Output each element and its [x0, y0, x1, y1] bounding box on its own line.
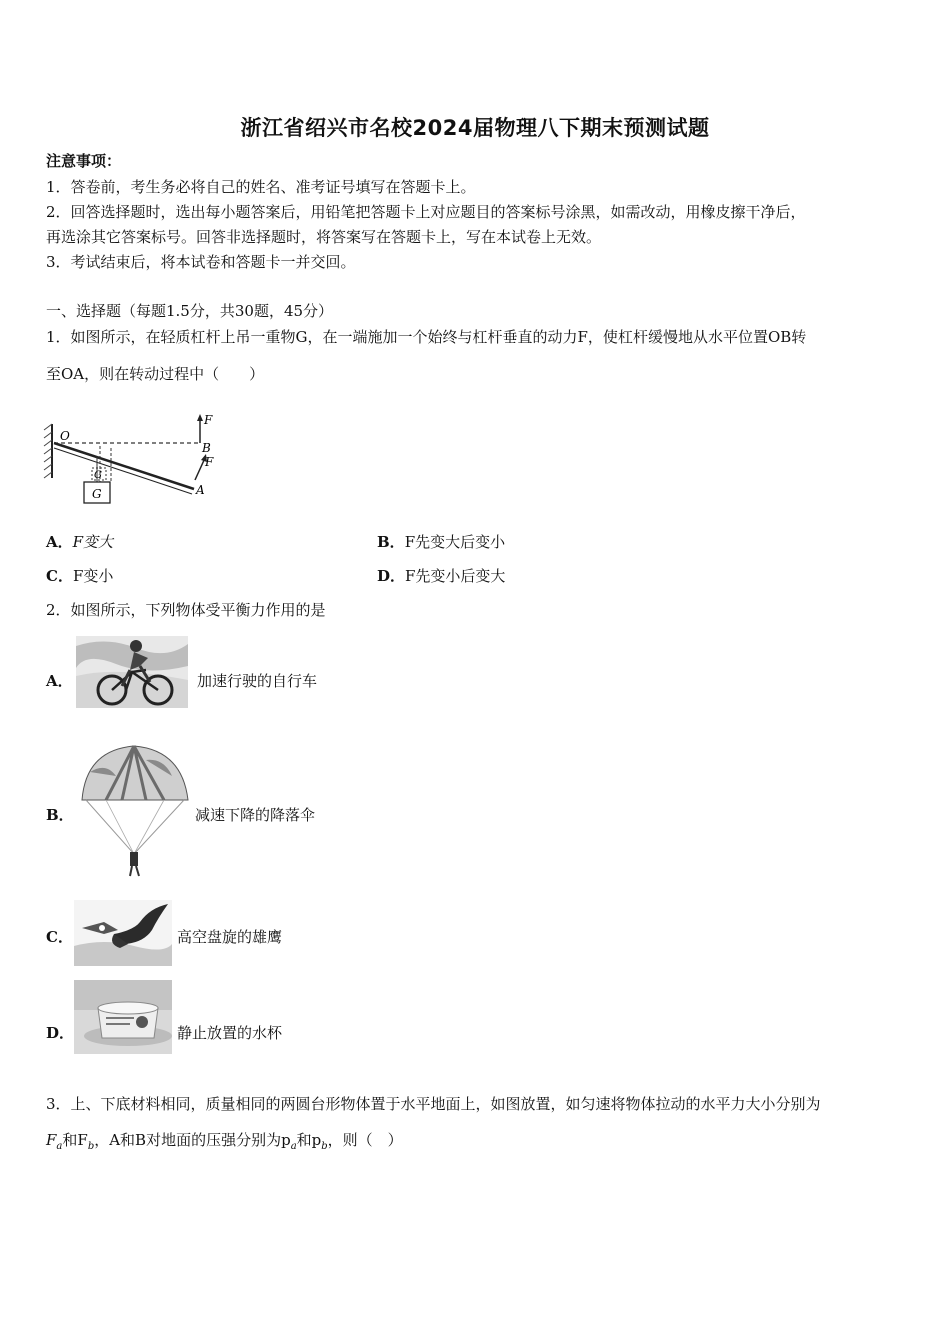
label-a: A [196, 483, 205, 497]
q3-sub: a [290, 1141, 297, 1152]
q3-sub: a [56, 1141, 63, 1152]
option-label: C． [46, 567, 73, 585]
parachute-photo [76, 742, 192, 878]
label-f-lower: F [205, 455, 214, 469]
q3-part: 和F [62, 1131, 88, 1149]
q2-option-b-text: 减速下降的降落伞 [195, 806, 316, 824]
q3-part: ，则（ ） [327, 1131, 403, 1149]
q2-option-b-label[interactable]: B． [46, 806, 74, 824]
q1-option-b[interactable] [377, 531, 505, 552]
page-title: 浙江省绍兴市名校2024届物理八下期末预测试题 [240, 116, 710, 140]
q2-option-c-text: 高空盘旋的雄鹰 [177, 928, 283, 946]
option-text: F先变小后变大 [405, 567, 506, 585]
q3-stem-line2 [46, 1130, 403, 1157]
option-label: B． [377, 533, 405, 551]
lever-diagram [40, 410, 230, 510]
section-heading: 一、选择题（每题1.5分，共30题，45分） [46, 302, 334, 320]
label-o: O [60, 429, 70, 443]
q1-option-a[interactable] [46, 531, 113, 552]
label-b: B [202, 441, 211, 455]
q3-stem-line1: 3．上、下底材料相同，质量相同的两圆台形物体置于水平地面上，如图放置，如匀速将物体拉动的水平力大小分别为 [46, 1095, 821, 1113]
label-g-small: G [94, 470, 102, 481]
q1-stem-line1: 1．如图所示，在轻质杠杆上吊一重物G，在一端施加一个始终与杠杆垂直的动力F，使杠杆缓慢地从水平位置OB转 [46, 328, 807, 346]
q3-part: ，A和B对地面的压强分别为p [94, 1131, 291, 1149]
option-label: D． [377, 567, 406, 585]
q1-stem-line2: 至OA，则在转动过程中（ ） [46, 365, 265, 383]
option-text: F变小 [72, 567, 114, 585]
q3-sub: b [321, 1141, 328, 1152]
q3-part: F [46, 1131, 57, 1149]
notice-item-2: 2．回答选择题时，选出每小题答案后，用铅笔把答题卡上对应题目的答案标号涂黑，如需改动，用橡皮擦干净后， [46, 203, 806, 221]
q2-option-d-text: 静止放置的水杯 [177, 1024, 283, 1042]
eagle-photo [74, 900, 172, 966]
label-f-top: F [204, 413, 213, 427]
q1-option-c[interactable] [46, 565, 113, 586]
label-g-box: G [92, 487, 102, 501]
q2-option-d-label[interactable]: D． [46, 1024, 75, 1042]
option-text: F先变大后变小 [404, 533, 506, 551]
option-label: A． [46, 533, 73, 551]
cup-photo [74, 980, 172, 1054]
q2-option-c-label[interactable]: C． [46, 928, 73, 946]
q2-option-a-label[interactable]: A． [46, 672, 73, 690]
q3-sub: b [87, 1141, 95, 1152]
q2-option-a-text: 加速行驶的自行车 [197, 672, 318, 690]
q3-part: 和p [296, 1131, 322, 1149]
notice-item-2-cont: 再选涂其它答案标号。回答非选择题时，将答案写在答题卡上，写在本试卷上无效。 [46, 228, 602, 246]
notice-heading: 注意事项： [46, 152, 122, 170]
q2-stem: 2．如图所示，下列物体受平衡力作用的是 [46, 601, 326, 619]
notice-item-1: 1．答卷前，考生务必将自己的姓名、准考证号填写在答题卡上。 [46, 178, 476, 196]
q1-option-d[interactable] [377, 565, 505, 586]
notice-item-3: 3．考试结束后，将本试卷和答题卡一并交回。 [46, 253, 356, 271]
bicycle-photo [76, 636, 188, 708]
option-text: F变大 [72, 533, 114, 551]
